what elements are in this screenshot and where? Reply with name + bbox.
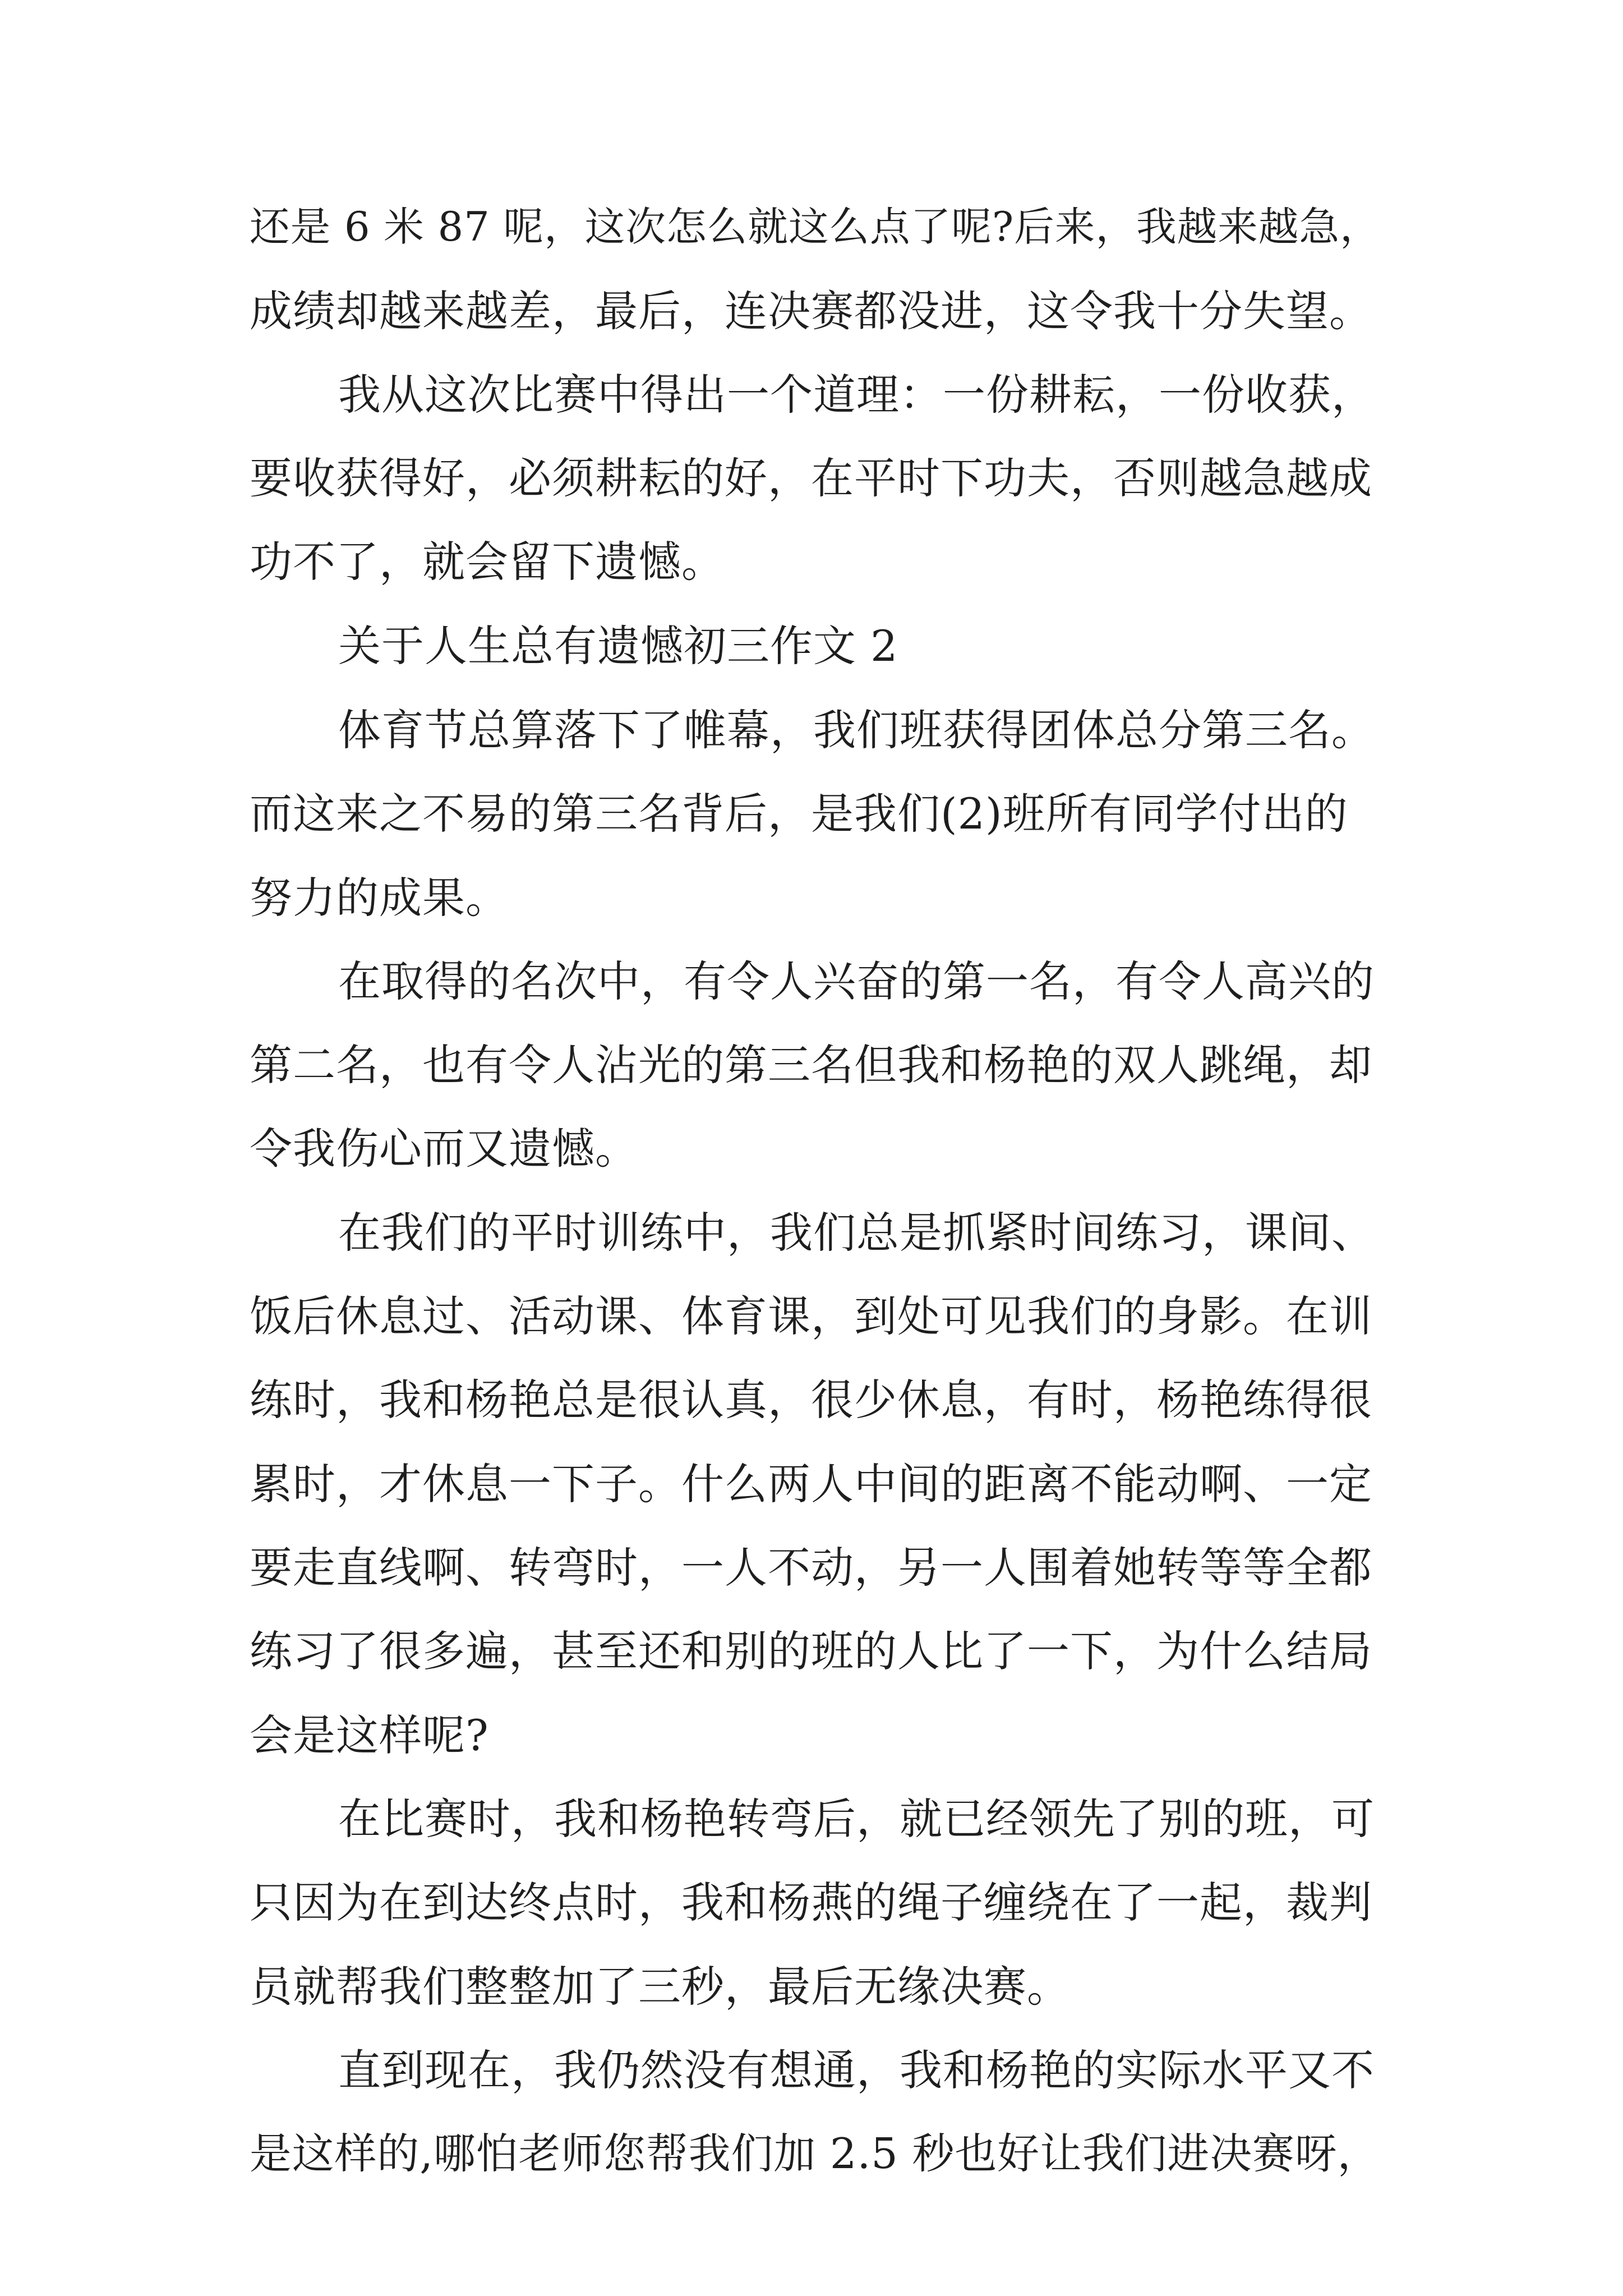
text-line: 饭后休息过、活动课、体育课，到处可见我们的身影。在训 [250,1291,1372,1341]
text-line: 还是 6 米 87 呢，这次怎么就这么点了呢?后来，我越来越急， [250,204,1381,250]
text-line: 在比赛时，我和杨艳转弯后，就已经领先了别的班，可 [338,1794,1375,1844]
text-line: 会是这样呢? [250,1710,489,1760]
text-line: 只因为在到达终点时，我和杨燕的绳子缠绕在了一起，裁判 [250,1878,1372,1927]
text-line: 体育节总算落下了帷幕，我们班获得团体总分第三名。 [338,705,1375,755]
text-line: 在我们的平时训练中，我们总是抓紧时间练习，课间、 [338,1208,1375,1258]
text-line: 功不了，就会留下遗憾。 [250,537,725,587]
section-heading: 关于人生总有遗憾初三作文 2 [338,621,898,671]
text-line: 而这来之不易的第三名背后，是我们(2)班所有同学付出的 [250,789,1348,839]
text-line: 成绩却越来越差，最后，连决赛都没进，这令我十分失望。 [250,286,1372,336]
text-line: 累时，才休息一下子。什么两人中间的距离不能动啊、一定 [250,1459,1372,1509]
text-line: 我从这次比赛中得出一个道理：一份耕耘，一份收获， [338,370,1375,420]
text-line: 练习了很多遍，甚至还和别的班的人比了一下，为什么结局 [250,1626,1372,1676]
text-line: 直到现在，我仍然没有想通，我和杨艳的实际水平又不 [338,2045,1375,2095]
text-line: 令我伤心而又遗憾。 [250,1124,638,1174]
text-line: 第二名，也有令人沾光的第三名但我和杨艳的双人跳绳，却 [250,1040,1372,1090]
text-line: 是这样的,哪怕老师您帮我们加 2.5 秒也好让我们进决赛呀， [250,2129,1380,2178]
text-line: 练时，我和杨艳总是很认真，很少休息，有时，杨艳练得很 [250,1375,1372,1425]
text-line: 要走直线啊、转弯时，一人不动，另一人围着她转等等全都 [250,1543,1372,1593]
text-line: 努力的成果。 [250,873,509,923]
text-line: 员就帮我们整整加了三秒，最后无缘决赛。 [250,1962,1070,2012]
text-line: 要收获得好，必须耕耘的好，在平时下功夫，否则越急越成 [250,453,1372,503]
text-line: 在取得的名次中，有令人兴奋的第一名，有令人高兴的 [338,956,1375,1006]
